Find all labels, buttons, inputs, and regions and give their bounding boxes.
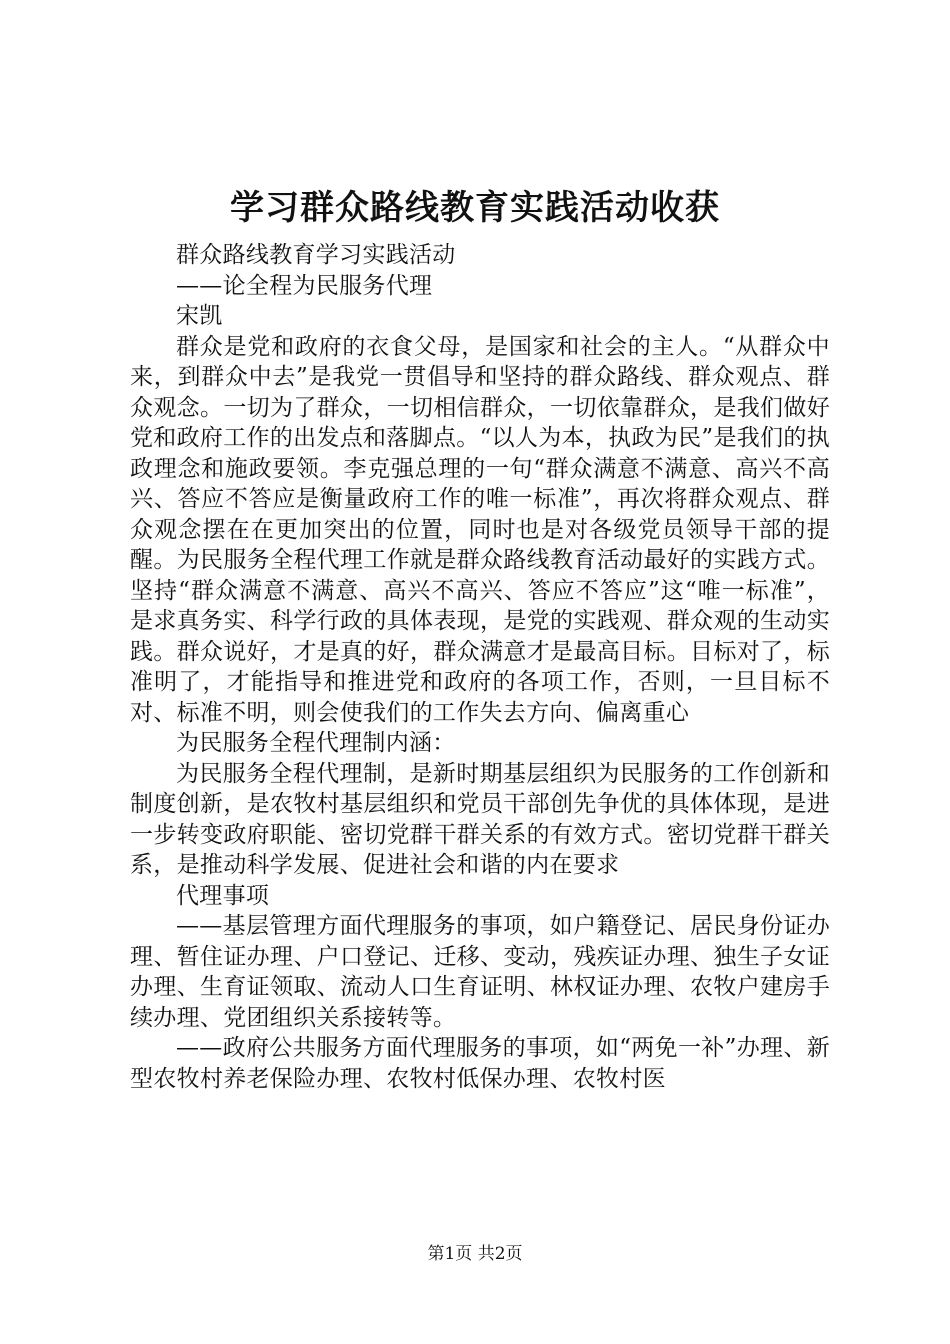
paragraph-subheading: ——论全程为民服务代理	[176, 272, 433, 299]
paragraph-author: 宋凯	[176, 303, 223, 329]
paragraph-item-public-service: ——政府公共服务方面代理服务的事项，如“两免一补”办理、新型农牧村养老保险办理、农牧村低保办理、农牧村医	[130, 1035, 830, 1092]
paragraph-item-grassroots: ——基层管理方面代理服务的事项，如户籍登记、居民身份证办理、暂住证办理、户口登记、迁移、变动，残疾证办理、独生子女证办理、生育证领取、流动人口生育证明、林权证办理、农牧户建房手续办理、党团组织关系接转等。	[130, 913, 830, 1031]
paragraph-subtitle: 群众路线教育学习实践活动	[176, 242, 456, 268]
document-body	[130, 240, 830, 1094]
page-footer: 第1页 共2页	[427, 1244, 523, 1264]
paragraph-intro: 群众是党和政府的衣食父母，是国家和社会的主人。“从群众中来，到群众中去”是我党一贯倡导和坚持的群众路线、群众观点、群众观念。一切为了群众，一切相信群众，一切依靠群众，是我们做好党和政府工作的出发点和落脚点。“以人为本，执政为民”是我们的执政理念和施政要领。李克强总理的一句“群众满意不满意、高兴不高兴、答应不答应是衡量政府工作的唯一标准”，再次将群众观点、群众观念摆在在更加突出的位置，同时也是对各级党员领导干部的提醒。为民服务全程代理工作就是群众路线教育活动最好的实践方式。坚持“群众满意不满意、高兴不高兴、答应不答应”这“唯一标准”，是求真务实、科学行政的具体表现，是党的实践观、群众观的生动实践。群众说好，才是真的好，群众满意才是最高目标。目标对了，标准明了，才能指导和推进党和政府的各项工作，否则，一旦目标不对、标准不明，则会使我们的工作失去方向、偏离重心	[130, 333, 830, 726]
paragraph-connotation: 为民服务全程代理制，是新时期基层组织为民服务的工作创新和制度创新，是农牧村基层组织和党员干部创先争优的具体体现，是进一步转变政府职能、密切党群干群关系的有效方式。密切党群干群关系，是推动科学发展、促进社会和谐的内在要求	[130, 760, 830, 878]
paragraph-heading-connotation: 为民服务全程代理制内涵：	[176, 730, 456, 756]
paragraph-heading-items: 代理事项	[176, 882, 270, 909]
document-title: 学习群众路线教育实践活动收获	[230, 188, 720, 228]
